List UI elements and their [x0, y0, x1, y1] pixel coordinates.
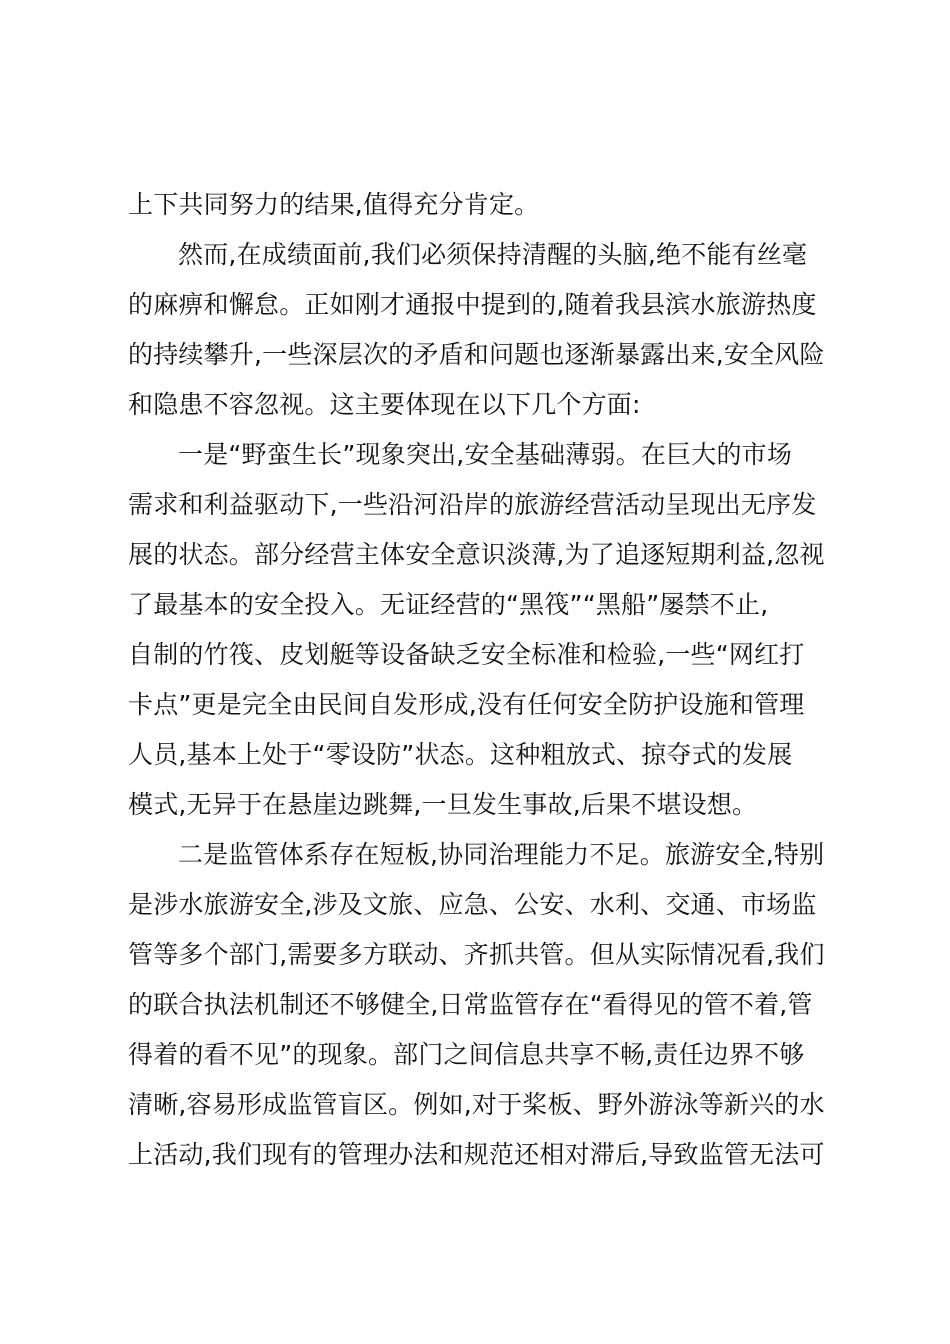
- paragraph-line: 上活动,我们现有的管理办法和规范还相对滞后,导致监管无法可: [128, 1140, 825, 1169]
- paragraph-line: 管等多个部门,需要多方联动、齐抓共管。但从实际情况看,我们: [128, 940, 825, 969]
- paragraph-line: 的联合执法机制还不够健全,日常监管存在“看得见的管不着,管: [128, 990, 813, 1019]
- paragraph-line: 是涉水旅游安全,涉及文旅、应急、公安、水利、交通、市场监: [128, 890, 817, 919]
- paragraph-line: 展的状态。部分经营主体安全意识淡薄,为了追逐短期利益,忽视: [128, 540, 825, 569]
- paragraph-line: 的麻痹和懈怠。正如刚才通报中提到的,随着我县滨水旅游热度: [128, 290, 817, 319]
- paragraph-line: 然而,在成绩面前,我们必须保持清醒的头脑,绝不能有丝毫: [178, 240, 808, 269]
- paragraph-line: 自制的竹筏、皮划艇等设备缺乏安全标准和检验,一些“网红打: [128, 640, 805, 669]
- paragraph-line: 人员,基本上处于“零设防”状态。这种粗放式、掠夺式的发展: [128, 740, 793, 769]
- paragraph-line: 模式,无异于在悬崖边跳舞,一旦发生事故,后果不堪设想。: [128, 790, 758, 819]
- paragraph-line: 清晰,容易形成监管盲区。例如,对于桨板、野外游泳等新兴的水: [128, 1090, 825, 1119]
- paragraph-line: 二是监管体系存在短板,协同治理能力不足。旅游安全,特别: [178, 840, 825, 869]
- paragraph-line: 卡点”更是完全由民间自发形成,没有任何安全防护设施和管理: [128, 690, 805, 719]
- paragraph-line: 的持续攀升,一些深层次的矛盾和问题也逐渐暴露出来,安全风险: [128, 340, 825, 369]
- paragraph-line: 和隐患不容忽视。这主要体现在以下几个方面:: [128, 390, 641, 419]
- paragraph-line: 了最基本的安全投入。无证经营的“黑筏”“黑船”屡禁不止,: [128, 590, 769, 619]
- paragraph-line: 需求和利益驱动下,一些沿河沿岸的旅游经营活动呈现出无序发: [128, 490, 817, 519]
- paragraph-line: 上下共同努力的结果,值得充分肯定。: [128, 190, 540, 219]
- paragraph-line: 得着的看不见”的现象。部门之间信息共享不畅,责任边界不够: [128, 1040, 805, 1069]
- paragraph-line: 一是“野蛮生长”现象突出,安全基础薄弱。在巨大的市场: [178, 440, 793, 469]
